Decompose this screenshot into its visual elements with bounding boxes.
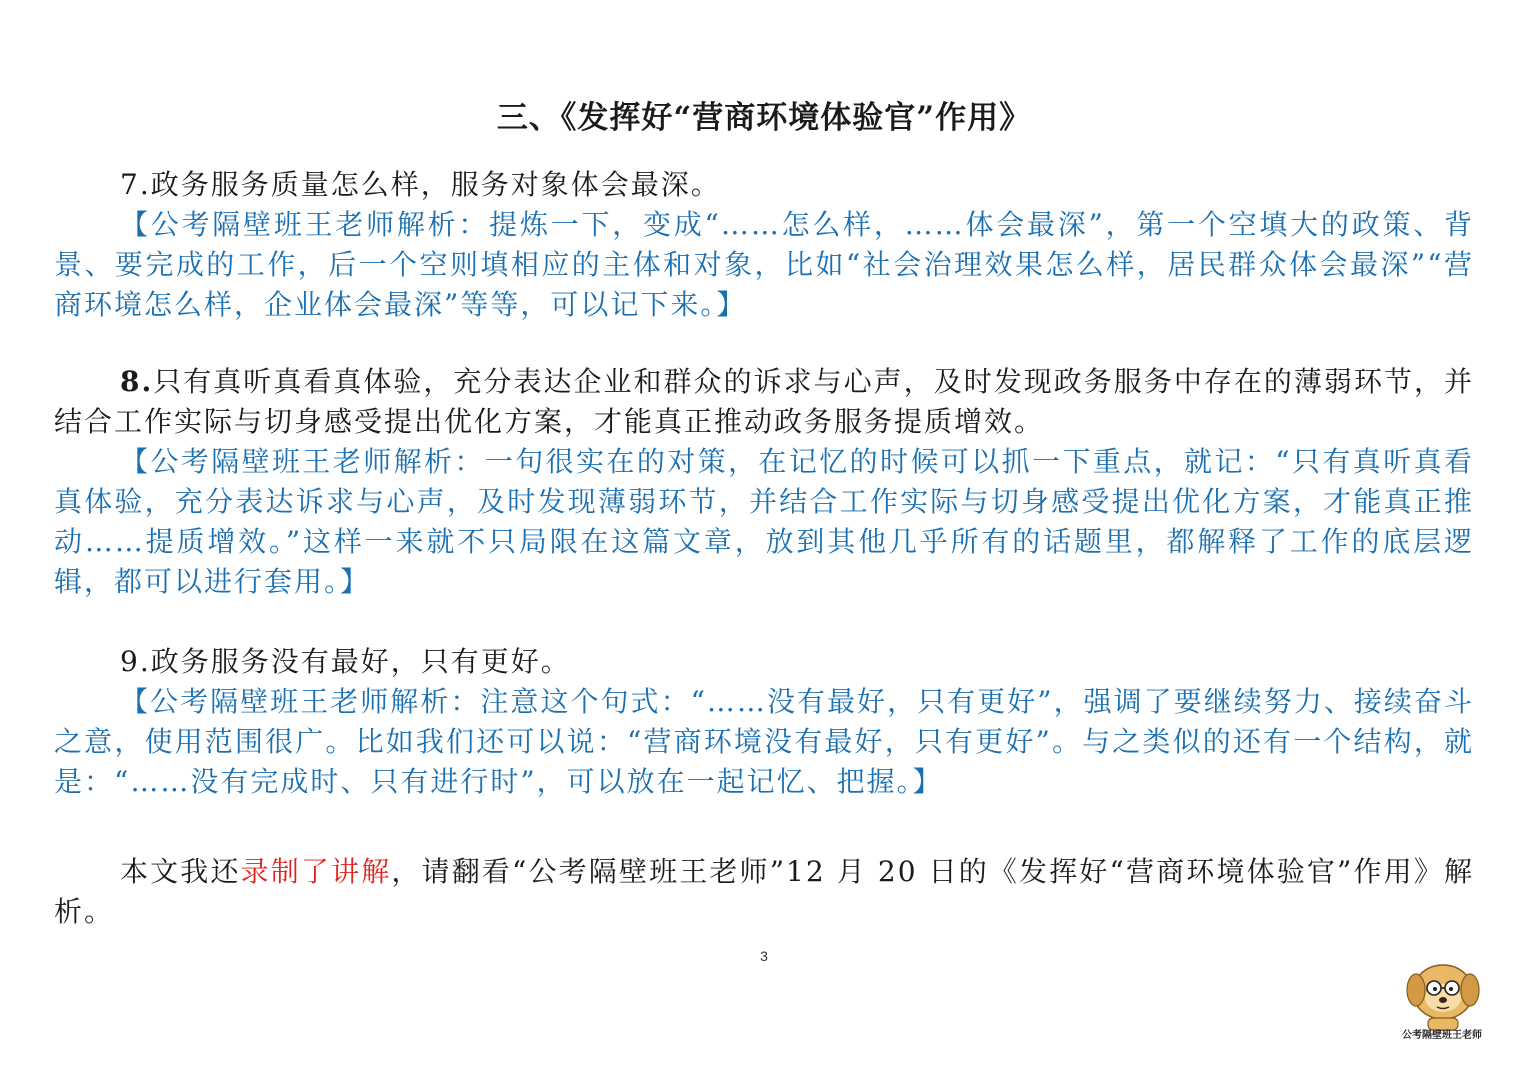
question-text: [54, 165, 1474, 205]
question-number: 9.: [120, 645, 151, 678]
logo-caption: 公考隔壁班王老师: [1402, 1030, 1482, 1041]
item-7: [54, 165, 1474, 325]
question-text: [54, 362, 1474, 442]
item-8: [54, 362, 1474, 602]
page-title: 三、《发挥好“营商环境体验官”作用》: [496, 100, 1032, 136]
question-body: 政务服务没有最好，只有更好。: [150, 645, 571, 678]
question-number: 7.: [120, 168, 151, 201]
analysis-text: 【公考隔壁班王老师解析：提炼一下，变成“……怎么样，……体会最深”，第一个空填大的政策、背景、要完成的工作，后一个空则填相应的主体和对象，比如“社会治理效果怎么样，居民群众体会最深”“营商环境怎么样，企业体会最深”等等，可以记下来。】: [54, 208, 1474, 321]
question-text: [54, 642, 1474, 682]
page-number: 3: [760, 948, 768, 964]
footer-highlight: 录制了讲解: [240, 855, 392, 888]
item-9: [54, 642, 1474, 802]
analysis-text: 【公考隔壁班王老师解析：一句很实在的对策，在记忆的时候可以抓一下重点，就记：“只有真听真看真体验，充分表达诉求与心声，及时发现薄弱环节，并结合工作实际与切身感受提出优化方案，才能真正推动……提质增效。”这样一来就不只局限在这篇文章，放到其他几乎所有的话题里，都解释了工作的底层逻辑，都可以进行套用。】: [54, 445, 1474, 598]
footer-before: 本文我还: [120, 855, 241, 888]
question-body: 政务服务质量怎么样，服务对象体会最深。: [150, 168, 721, 201]
question-number: 8.: [120, 365, 154, 398]
question-body: 只有真听真看真体验，充分表达企业和群众的诉求与心声，及时发现政务服务中存在的薄弱环节，并结合工作实际与切身感受提出优化方案，才能真正推动政务服务提质增效。: [54, 365, 1474, 438]
analysis-text: 【公考隔壁班王老师解析：注意这个句式：“……没有最好，只有更好”，强调了要继续努力、接续奋斗之意，使用范围很广。比如我们还可以说：“营商环境没有最好，只有更好”。与之类似的还有一个结构，就是：“……没有完成时、只有进行时”，可以放在一起记忆、把握。】: [54, 685, 1474, 798]
footer-note: [54, 852, 1474, 932]
footer-after: ，请翻看“公考隔壁班王老师”12 月 20 日的《发挥好“营商环境体验官”作用》解析。: [54, 855, 1474, 928]
